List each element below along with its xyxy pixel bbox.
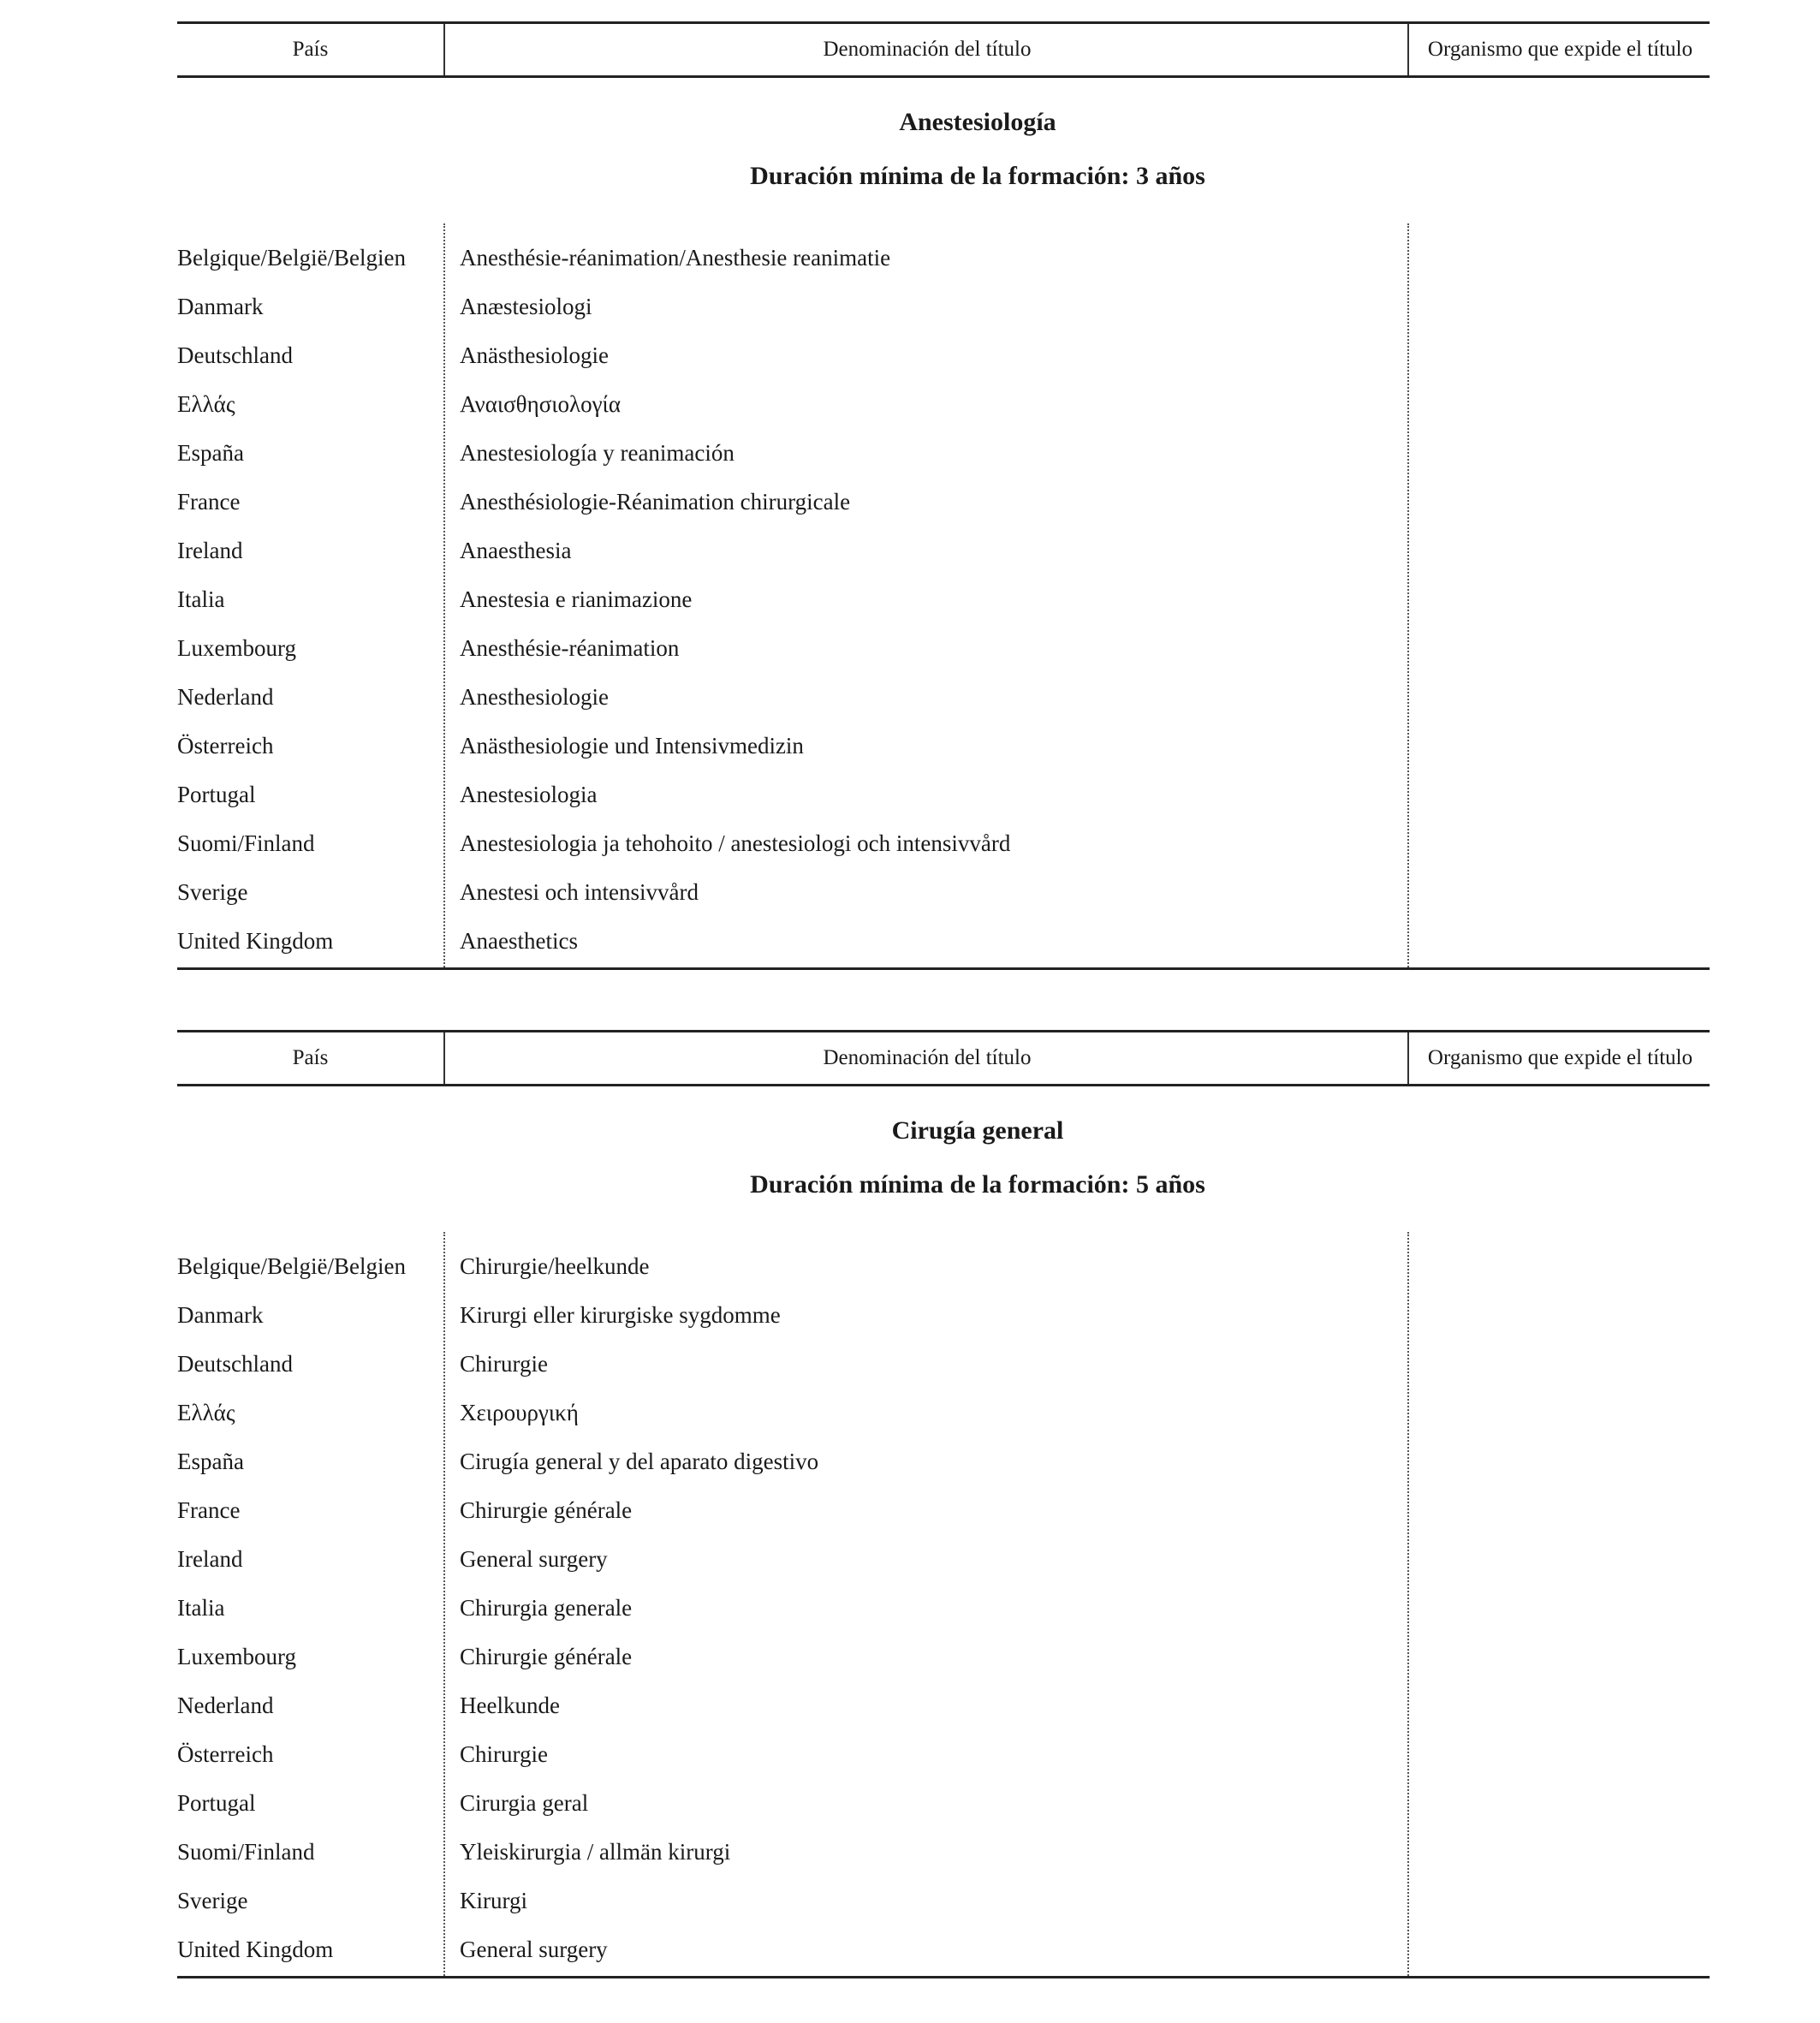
degree-title-cell: Anestesiologia ja tehohoito / anestesiologi och intensivvård bbox=[460, 830, 1011, 856]
country-cell: Deutschland bbox=[177, 342, 293, 368]
training-duration: Duración mínima de la formación: 5 años bbox=[750, 1170, 1205, 1199]
degree-title-cell: Χειρουργική bbox=[460, 1400, 579, 1425]
degree-title-cell: Αναισθησιολογία bbox=[460, 391, 621, 417]
specialty-name: Cirugía general bbox=[891, 1116, 1064, 1145]
table-row bbox=[177, 1633, 1710, 1681]
country-cell: Deutschland bbox=[177, 1351, 293, 1377]
table-row bbox=[177, 1828, 1710, 1877]
table-row bbox=[177, 1535, 1710, 1584]
country-cell: Luxembourg bbox=[177, 1644, 296, 1669]
table-body bbox=[177, 1232, 1710, 1978]
degree-title-cell: Anestesiología y reanimación bbox=[460, 440, 735, 466]
table-row bbox=[177, 527, 1710, 575]
table-header bbox=[177, 1030, 1710, 1086]
degree-title-cell: Anästhesiologie und Intensivmedizin bbox=[460, 733, 804, 759]
degree-title-cell: Cirurgia geral bbox=[460, 1790, 589, 1816]
degree-title-cell: Anestesia e rianimazione bbox=[460, 586, 693, 612]
header-country: País bbox=[292, 38, 329, 61]
header-title: Denominación del título bbox=[443, 24, 1409, 75]
table-row bbox=[177, 1242, 1710, 1291]
degree-title-cell: Anesthesiologie bbox=[460, 684, 609, 710]
table-row bbox=[177, 478, 1710, 527]
country-cell: Sverige bbox=[177, 1888, 248, 1913]
country-cell: España bbox=[177, 1449, 244, 1474]
country-cell: Danmark bbox=[177, 1302, 264, 1328]
degree-title-cell: Anæstesiologi bbox=[460, 294, 592, 319]
degree-title-cell: Cirugía general y del aparato digestivo bbox=[460, 1449, 819, 1474]
degree-title-cell: Chirurgia generale bbox=[460, 1595, 633, 1621]
header-issuer: Organismo que expide el título bbox=[1407, 24, 1711, 75]
country-cell: Sverige bbox=[177, 879, 248, 905]
table-row bbox=[177, 868, 1710, 917]
country-cell: France bbox=[177, 1497, 241, 1523]
country-cell: España bbox=[177, 440, 244, 466]
degree-title-cell: Kirurgi bbox=[460, 1888, 527, 1913]
country-cell: Italia bbox=[177, 586, 225, 612]
table-row bbox=[177, 429, 1710, 478]
degree-title-cell: Yleiskirurgia / allmän kirurgi bbox=[460, 1839, 731, 1865]
degree-title-cell: Anaesthesia bbox=[460, 538, 572, 563]
table-row bbox=[177, 1681, 1710, 1730]
table-row bbox=[177, 1925, 1710, 1974]
country-cell: Ελλάς bbox=[177, 1400, 235, 1425]
table-row bbox=[177, 819, 1710, 868]
country-cell: United Kingdom bbox=[177, 1937, 334, 1962]
country-cell: Nederland bbox=[177, 684, 274, 710]
specialty-name: Anestesiología bbox=[899, 108, 1056, 136]
table-row bbox=[177, 673, 1710, 722]
table-row bbox=[177, 1584, 1710, 1633]
country-cell: Österreich bbox=[177, 1741, 274, 1767]
degree-title-cell: Anestesiologia bbox=[460, 782, 598, 807]
country-cell: United Kingdom bbox=[177, 928, 334, 954]
table-row bbox=[177, 283, 1710, 331]
training-duration: Duración mínima de la formación: 3 años bbox=[750, 162, 1205, 190]
table-row bbox=[177, 722, 1710, 771]
country-cell: Belgique/België/Belgien bbox=[177, 245, 406, 271]
table-row bbox=[177, 917, 1710, 966]
table-row bbox=[177, 380, 1710, 429]
specialty-table-anesthesiology bbox=[177, 21, 1710, 970]
table-header bbox=[177, 21, 1710, 78]
table-row bbox=[177, 1486, 1710, 1535]
country-cell: France bbox=[177, 489, 241, 515]
table-row bbox=[177, 1730, 1710, 1779]
degree-title-cell: Anesthésie-réanimation bbox=[460, 635, 680, 661]
degree-title-cell: Chirurgie générale bbox=[460, 1644, 633, 1669]
country-cell: Suomi/Finland bbox=[177, 1839, 315, 1865]
table-row bbox=[177, 1389, 1710, 1437]
header-country: País bbox=[292, 1046, 329, 1069]
degree-title-cell: General surgery bbox=[460, 1546, 608, 1572]
table-row bbox=[177, 1779, 1710, 1828]
degree-title-cell: Kirurgi eller kirurgiske sygdomme bbox=[460, 1302, 781, 1328]
table-row bbox=[177, 771, 1710, 819]
header-title: Denominación del título bbox=[443, 1032, 1409, 1084]
degree-title-cell: Anestesi och intensivvård bbox=[460, 879, 699, 905]
table-row bbox=[177, 624, 1710, 673]
degree-title-cell: Chirurgie bbox=[460, 1741, 548, 1767]
table-row bbox=[177, 1340, 1710, 1389]
country-cell: Luxembourg bbox=[177, 635, 296, 661]
country-cell: Danmark bbox=[177, 294, 264, 319]
country-cell: Portugal bbox=[177, 1790, 256, 1816]
country-cell: Ireland bbox=[177, 1546, 243, 1572]
degree-title-cell: Heelkunde bbox=[460, 1693, 560, 1718]
degree-title-cell: General surgery bbox=[460, 1937, 608, 1962]
degree-title-cell: Chirurgie/heelkunde bbox=[460, 1253, 650, 1279]
country-cell: Nederland bbox=[177, 1693, 274, 1718]
country-cell: Österreich bbox=[177, 733, 274, 759]
degree-title-cell: Anaesthetics bbox=[460, 928, 578, 954]
table-row bbox=[177, 1877, 1710, 1925]
degree-title-cell: Anesthésiologie-Réanimation chirurgicale bbox=[460, 489, 851, 515]
table-row bbox=[177, 331, 1710, 380]
table-row bbox=[177, 1437, 1710, 1486]
specialty-table-general-surgery bbox=[177, 1030, 1710, 1978]
country-cell: Italia bbox=[177, 1595, 225, 1621]
country-cell: Belgique/België/Belgien bbox=[177, 1253, 406, 1279]
table-row bbox=[177, 1291, 1710, 1340]
degree-title-cell: Chirurgie générale bbox=[460, 1497, 633, 1523]
table-row bbox=[177, 575, 1710, 624]
table-body bbox=[177, 223, 1710, 970]
country-cell: Suomi/Finland bbox=[177, 830, 315, 856]
country-cell: Ireland bbox=[177, 538, 243, 563]
degree-title-cell: Chirurgie bbox=[460, 1351, 548, 1377]
degree-title-cell: Anesthésie-réanimation/Anesthesie reanimatie bbox=[460, 245, 891, 271]
country-cell: Ελλάς bbox=[177, 391, 235, 417]
degree-title-cell: Anästhesiologie bbox=[460, 342, 609, 368]
table-row bbox=[177, 234, 1710, 283]
country-cell: Portugal bbox=[177, 782, 256, 807]
header-issuer: Organismo que expide el título bbox=[1407, 1032, 1711, 1084]
